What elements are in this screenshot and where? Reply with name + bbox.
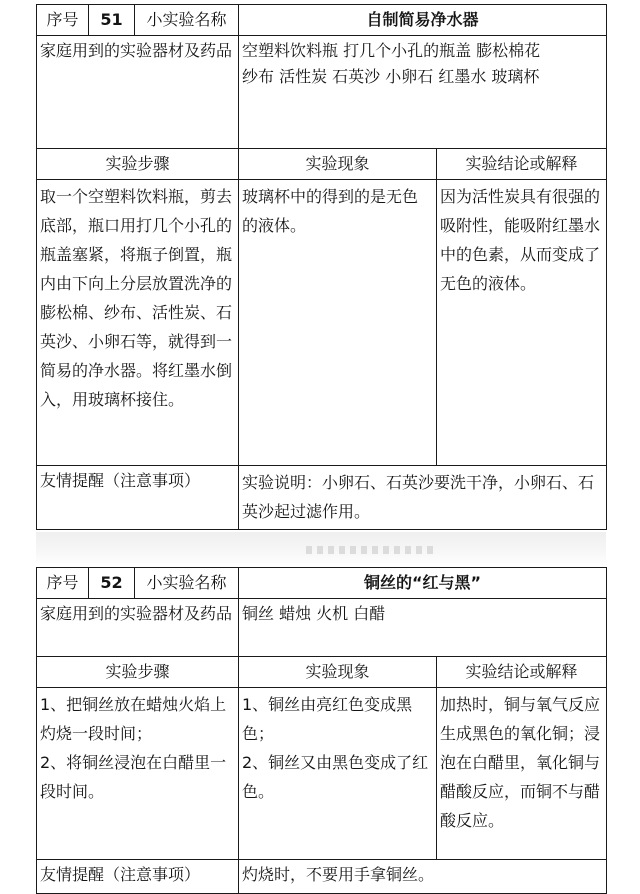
phenomenon-header: 实验现象	[239, 149, 437, 180]
experiment-card-52	[36, 567, 606, 894]
page-separator	[36, 532, 606, 566]
materials-line: 纱布 活性炭 石英沙 小卵石 红墨水 玻璃杯	[242, 67, 540, 86]
materials-value	[239, 599, 607, 657]
materials-label: 家庭用到的实验器材及药品	[37, 36, 239, 149]
faded-text-smudge	[306, 546, 436, 554]
experiment-number: 52	[89, 568, 135, 599]
experiment-table	[36, 567, 607, 894]
experiment-card-51	[36, 4, 606, 530]
name-label: 小实验名称	[135, 5, 239, 36]
reminder-value: 灼烧时，不要用手拿铜丝。	[239, 860, 607, 894]
step-line: 2、将铜丝浸泡在白醋里一段时间。	[40, 753, 227, 801]
seq-label: 序号	[37, 5, 89, 36]
step-line: 1、把铜丝放在蜡烛火焰上灼烧一段时间；	[40, 695, 227, 743]
phenomenon-line: 2、铜丝又由黑色变成了红色。	[242, 753, 429, 801]
phenomenon-cell	[239, 688, 437, 860]
materials-value	[239, 36, 607, 149]
conclusion-cell: 加热时，铜与氧气反应生成黑色的氧化铜；浸泡在白醋里，氧化铜与醋酸反应，而铜不与醋酸反应。	[437, 688, 607, 860]
steps-cell: 取一个空塑料饮料瓶，剪去底部，瓶口用打几个小孔的瓶盖塞紧，将瓶子倒置，瓶内由下向上分层放置洗净的膨松棉、纱布、活性炭、石英沙、小卵石等，就得到一简易的净水器。将红墨水倒入，用玻璃杯接住。	[37, 180, 239, 466]
experiment-number: 51	[89, 5, 135, 36]
experiment-table	[36, 4, 607, 530]
seq-label: 序号	[37, 568, 89, 599]
reminder-value: 实验说明：小卵石、石英沙要洗干净，小卵石、石英沙起过滤作用。	[239, 466, 607, 530]
phenomenon-header: 实验现象	[239, 657, 437, 688]
materials-line: 铜丝 蜡烛 火机 白醋	[242, 604, 386, 623]
materials-line: 空塑料饮料瓶 打几个小孔的瓶盖 膨松棉花	[242, 41, 541, 60]
phenomenon-cell: 玻璃杯中的得到的是无色的液体。	[239, 180, 437, 466]
materials-label: 家庭用到的实验器材及药品	[37, 599, 239, 657]
steps-header: 实验步骤	[37, 149, 239, 180]
experiment-title: 自制简易净水器	[239, 5, 607, 36]
steps-header: 实验步骤	[37, 657, 239, 688]
conclusion-cell: 因为活性炭具有很强的吸附性，能吸附红墨水中的色素，从而变成了无色的液体。	[437, 180, 607, 466]
steps-cell	[37, 688, 239, 860]
experiment-title: 铜丝的“红与黑”	[239, 568, 607, 599]
reminder-label: 友情提醒（注意事项）	[37, 466, 239, 530]
phenomenon-line: 1、铜丝由亮红色变成黑色；	[242, 695, 413, 743]
conclusion-header: 实验结论或解释	[437, 657, 607, 688]
conclusion-header: 实验结论或解释	[437, 149, 607, 180]
name-label: 小实验名称	[135, 568, 239, 599]
reminder-label: 友情提醒（注意事项）	[37, 860, 239, 894]
